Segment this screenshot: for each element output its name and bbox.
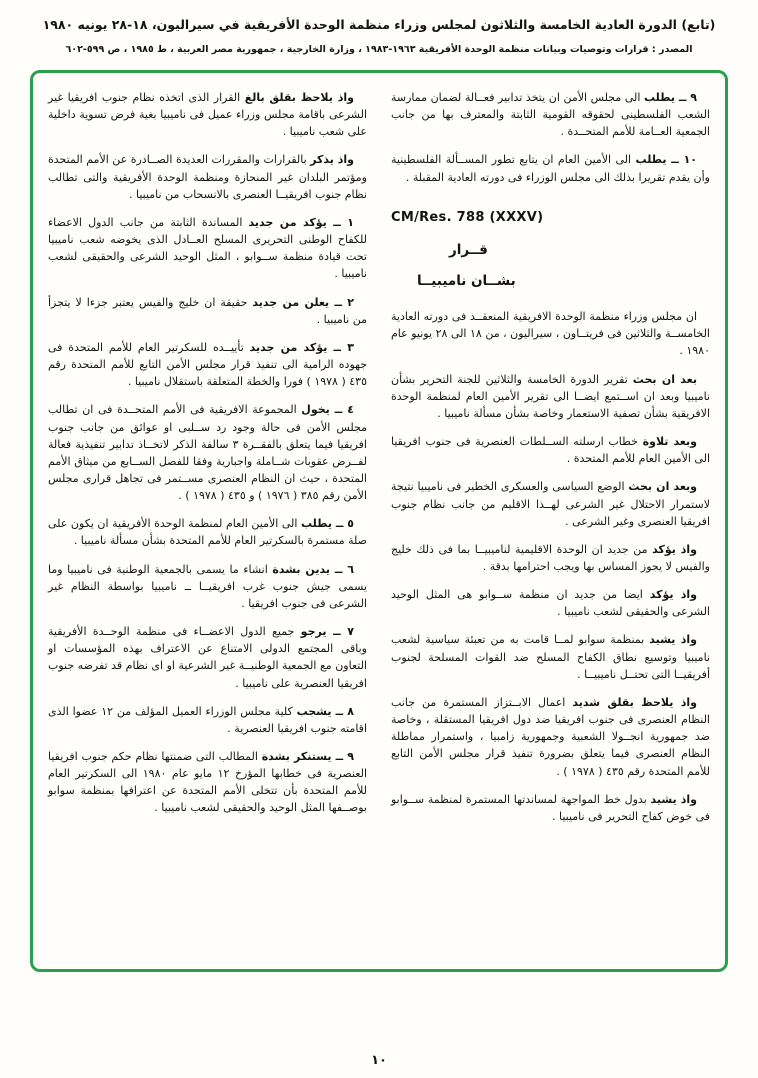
paragraph-text: حقيقة ان خليج والفيس يعتبر جزءا لا يتجزأ من ناميبيا .: [48, 295, 367, 326]
paragraph-text: اعمال الابــتزاز المستمرة من جانب النظام العنصرى فى جنوب افريقيا ضد دول افريقيا المستقلة ، وخاصة ضد جمهورية انجــولا الشعبية وجمهورية زامبيا ، واستمرار مماطلة النظام العنصرى فيما يتعلق بضرورة تنفيذ قرار مجلس الأمن التابع للأمم المتحدة رقم ٤٣٥ ( ١٩٧٨ ) .: [391, 695, 710, 778]
paragraph-lead: وبعد ان بحث: [628, 480, 697, 494]
paragraph: [391, 433, 710, 467]
resolution-title: قــرار: [449, 242, 488, 259]
paragraph-text: ان مجلس وزراء منظمة الوحدة الافريقية المنعقــد فى دورته العادية الخامســة والثلاثين فى فريتــاون ، سيراليون ، من ١٨ الى ٢٨ يونيو عام ١٩٨٠ .: [391, 310, 710, 358]
paragraph-lead: ٦ ــ يدين بشدة: [272, 562, 354, 576]
paragraph: [48, 623, 367, 692]
paragraph: [48, 561, 367, 612]
paragraph-lead: ٩ ــ يطلب: [643, 91, 697, 104]
paragraph-lead: واذ يشيد: [649, 633, 697, 647]
paragraph: [48, 294, 367, 328]
paragraph-text: الى مجلس الأمن ان يتخذ تدابير فعــالة لضمان ممارسة الشعب الفلسطينى لحقوقه القومية الثابتة والمعترف بها من جانب الجمعية العــامة للأمم المتحــدة .: [391, 91, 710, 139]
paragraph-text: من جديد ان الوحدة الاقليمية لناميبيــا بما فى ذلك خليج والفيس لا يجوز المساس بها ويجب احترامها بدقة .: [391, 542, 710, 574]
paragraph-lead: بعد ان بحث: [632, 372, 697, 386]
paragraph: [391, 631, 710, 682]
paragraph-lead: ١٠ ــ يطلب: [635, 153, 697, 167]
paragraph-text: بمنظمة سوابو لمــا قامت به من تعبئة سياسية لشعب ناميبيا وتوسيع نطاق الكفاح المسلح ضد القوات المسلحة لجنوب أفريقيــا التى تحتــل ناميبيــا .: [391, 633, 710, 681]
paragraph: [48, 151, 367, 202]
paragraph-text: ايضا من جديد ان منظمة ســوابو هى المثل الوحيد الشرعى والحقيقى لشعب ناميبيا .: [391, 588, 710, 619]
paragraph-lead: واذ يؤكد: [649, 588, 697, 602]
paragraph: [391, 694, 710, 780]
two-column-layout: [48, 89, 710, 836]
paragraph: [48, 89, 367, 140]
paragraph: [391, 478, 710, 529]
paragraph-text: بالقرارات والمقررات العديدة الصــادرة عن الأمم المتحدة ومؤتمر البلدان غير المنحازة ومنظمة الوحدة الأفريقية والتى تطالب نظام جنوب افريقيــا العنصرى بالانسحاب من ناميبيا .: [48, 153, 367, 201]
paragraph: [391, 89, 710, 140]
paragraph-text: المساندة الثابتة من جانب الدول الاعضاء للكفاح الوطنى التحريرى المسلح العــادل الذى يخوضه شعب ناميبيا تحت قيادة منظمة ســوابو ، المثل الوحيد الشرعى والحقيقى لشعب ناميبيا .: [48, 215, 367, 281]
paragraph-text: المطالب التى ضمنتها نظام حكم جنوب افريقيا العنصرية فى خطابها المؤرخ ١٢ مايو عام ١٩٨٠ الى السكرتير العام للأمم المتحدة بأن تتخلى الأمم المتحدة عن اعترافها بمنظمة سوابو بوصــفها المثل الوحيد والحقيقى لشعب ناميبيا .: [48, 750, 367, 815]
header-line-2: المصدر : قرارات وتوصيات وبيانات منظمة الوحدة الأفريقية ١٩٦٣-١٩٨٣ ، وزارة الخارجية ، جمهورية مصر العربية ، ط ١٩٨٥ ، ص ٥٩٩-٦٠٢: [65, 43, 693, 55]
paragraph-text: خطاب ارسلته الســلطات العنصرية فى جنوب افريقيا الى الأمين العام للأمم المتحدة .: [391, 435, 710, 466]
paragraph: [48, 339, 367, 390]
paragraph: [48, 703, 367, 737]
paragraph-text: القرار الذى اتخذه نظام جنوب افريقيا غير الشرعى باقامة مجلس وزراء عميل فى ناميبيا بغية فرض تسوية داخلية على شعب ناميبيا .: [48, 91, 367, 139]
paragraph-lead: ١ ــ يؤكد من جديد: [248, 215, 354, 229]
paragraph-lead: واذ يؤكد: [652, 542, 697, 556]
page-number: ١٠: [371, 1053, 387, 1068]
paragraph-lead: ٥ ــ يطلب: [301, 517, 354, 531]
paragraph: [391, 791, 710, 825]
paragraph-text: بدول خط المواجهة لمساندتها المستمرة لمنظمة ســوابو فى خوض كفاح التحرير فى ناميبيا .: [391, 792, 710, 823]
paragraph-text: تقرير الدورة الخامسة والثلاثين للجنة التحرير بشأن ناميبيا وبعد ان اســتمع ايضــا الى تقرير الأمين العام لمنظمة الوحدة الافريقية بشأن تصفية الاستعمار وخاصة بشأن مسألة ناميبيا .: [391, 372, 710, 420]
paragraph: [48, 515, 367, 549]
paragraph-text: انشاء ما يسمى بالجمعية الوطنية فى ناميبيا وما يسمى جيش جنوب غرب افريقيــا ــ ناميبيا بواسطة النظام غير الشرعى فى جنوب افريقيا .: [48, 562, 367, 610]
column-right: [391, 89, 710, 836]
column-left: [48, 89, 367, 828]
paragraph: [391, 151, 710, 185]
paragraph-lead: واذ يشيد: [650, 792, 697, 806]
paragraph-text: جميع الدول الاعضــاء فى منظمة الوحــدة الأفريقية وباقى المجتمع الدولى الامتناع عن الاعتراف بهذه المؤسسات او التعاون مع الجمعية الوطنيــة غير الشرعية او اى نظام قد تفرضه جنوب افريقيا العنصرية على ناميبيا .: [48, 625, 367, 690]
resolution-subtitle: بشــان ناميبيــا: [417, 273, 516, 290]
paragraph-lead: وبعد تلاوة: [642, 435, 697, 449]
paragraph: [48, 214, 367, 283]
paragraph-lead: واذ يلاحظ بقلق شديد: [572, 695, 697, 709]
paragraph: [391, 308, 710, 359]
paragraph-lead: ٨ ــ يشجب: [296, 704, 354, 718]
paragraph-lead: ٢ ــ يعلن من جديد: [252, 295, 354, 309]
paragraph-lead: ٤ ــ يخول: [301, 403, 354, 417]
content-border-box: [30, 70, 728, 972]
paragraph-text: المجموعة الافريقية فى الأمم المتحــدة فى ان تطالب مجلس الأمن فى حالة وجود رد ســلبى او عوائق من جانب جنوب افريقيا فيما يتعلق بالفقــرة ٣ سالفة الذكر لاتخــاذ تدابير تنفيذية فعالة لفــرض عقوبات شــاملة واجبارية وفقا للفصل الســابع من ميثاق الأمم المتحدة ، حيث ان النظام العنصرى مســتمر فى تجاهل قرارى مجلس الأمن رقم ٣٨٥ ( ١٩٧٦ ) و ٤٣٥ ( ١٩٧٨ ) .: [48, 403, 367, 503]
header-line-1: (تابع) الدورة العادية الخامسة والثلاثون لمجلس وزراء منظمة الوحدة الأفريقية في سيراليون، ١٨-٢٨ يونيه ١٩٨٠: [42, 17, 716, 32]
paragraph-lead: ٣ ــ يؤكد من جديد: [249, 340, 355, 354]
paragraph: [391, 541, 710, 575]
paragraph: [48, 401, 367, 504]
page-header: [0, 0, 758, 57]
resolution-code: CM/Res. 788 (XXXV): [391, 209, 544, 225]
paragraph-text: تأييــده للسكرتير العام للأمم المتحدة فى جهوده الرامية الى تنفيذ قرار مجلس الأمن التابع للأمم المتحدة رقم ٤٣٥ ( ١٩٧٨ ) فورا والخطة المتعلقة باستقلال ناميبيا .: [48, 340, 367, 389]
paragraph: [391, 586, 710, 620]
paragraph-text: الى الأمين العام لمنظمة الوحدة الأفريقية ان يكون على صلة مستمرة بالسكرتير العام للأمم المتحدة بشأن مسألة ناميبيا .: [48, 517, 367, 548]
paragraph-lead: واذ يذكر: [310, 153, 354, 167]
paragraph-text: كلية مجلس الوزراء العميل المؤلف من ١٢ عضوا الذى اقامته جنوب افريقيا العنصرية .: [48, 704, 367, 735]
paragraph-text: الوضع السياسى والعسكرى الخطير فى ناميبيا نتيجة لاستمرار الاحتلال غير الشرعى لهــذا الاقليم من جانب نظام جنوب افريقيا العنصرى وغير الشرعى .: [391, 480, 710, 528]
paragraph-text: الى الأمين العام ان يتابع تطور المســألة الفلسطينية وأن يقدم تقريرا بذلك الى مجلس الوزراء فى دورته العادية المقبلة .: [391, 153, 710, 184]
paragraph-lead: واذ يلاحظ بقلق بالغ: [244, 91, 354, 104]
paragraph-lead: ٧ ــ يرجو: [300, 625, 354, 639]
paragraph: [391, 371, 710, 422]
paragraph-lead: ٩ ــ يستنكر بشدة: [261, 750, 354, 763]
paragraph: [48, 748, 367, 817]
